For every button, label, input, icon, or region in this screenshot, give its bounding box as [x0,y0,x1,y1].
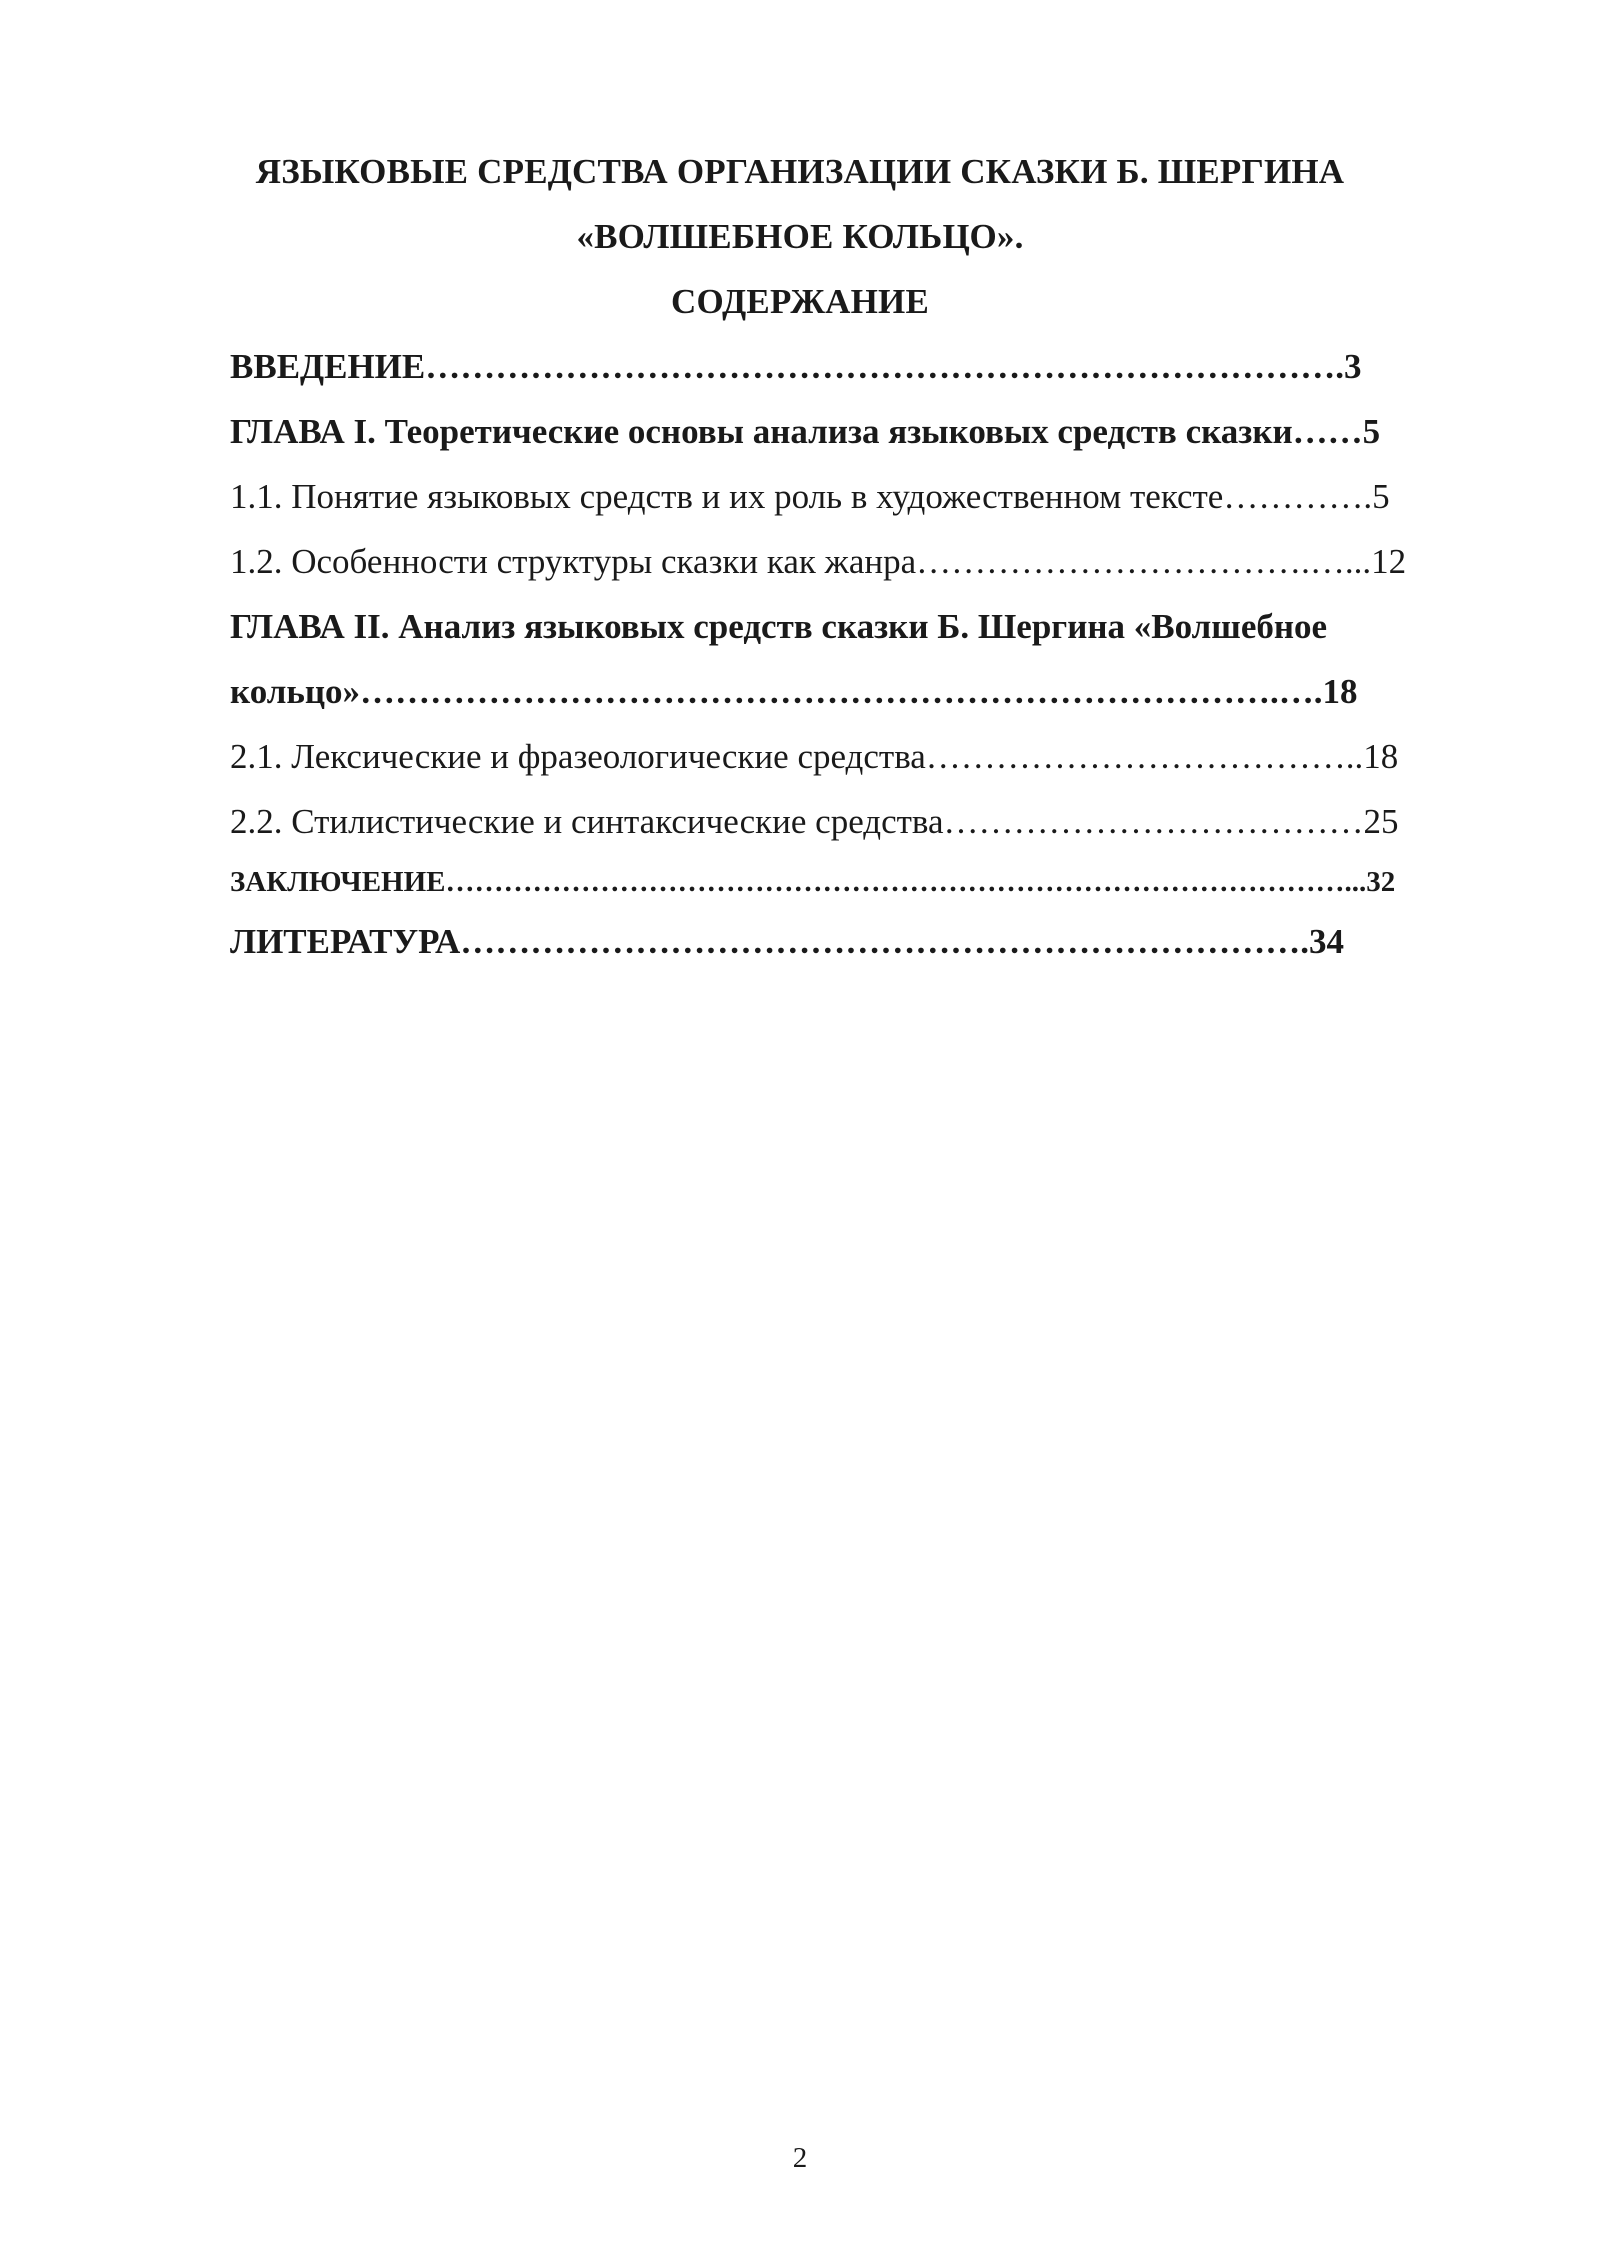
toc-entry-section-2-1: 2.1. Лексические и фразеологические средства………………………………..18 [230,737,1399,776]
toc-entry-section-1-2: 1.2. Особенности структуры сказки как жанра…………………………….…...12 [230,542,1407,581]
document-title-line-1: ЯЗЫКОВЫЕ СРЕДСТВА ОРГАНИЗАЦИИ СКАЗКИ Б. ШЕРГИНА [255,152,1345,191]
document-title-line-2: «ВОЛШЕБНОЕ КОЛЬЦО». [576,217,1024,256]
toc-entry-chapter-2-line-2: кольцо»…………………………………………………………………….….18 [230,672,1358,711]
toc-entry-section-2-2: 2.2. Стилистические и синтаксические средства………………………………25 [230,802,1399,841]
toc-entry-conclusion: ЗАКЛЮЧЕНИЕ…………………………………………………………………………………...32 [230,866,1396,898]
toc-entry-literature: ЛИТЕРАТУРА……………………………………………………………….34 [230,922,1345,961]
toc-entry-introduction: ВВЕДЕНИЕ…………………………………………………………………….3 [230,347,1362,386]
toc-entry-chapter-1: ГЛАВА I. Теоретические основы анализа языковых средств сказки……5 [230,412,1381,451]
page-number: 2 [792,2142,808,2174]
toc-entry-chapter-2-line-1: ГЛАВА II. Анализ языковых средств сказки Б. Шергина «Волшебное [230,607,1328,646]
toc-heading: СОДЕРЖАНИЕ [670,282,929,321]
toc-entry-section-1-1: 1.1. Понятие языковых средств и их роль в художественном тексте………….5 [230,477,1390,516]
